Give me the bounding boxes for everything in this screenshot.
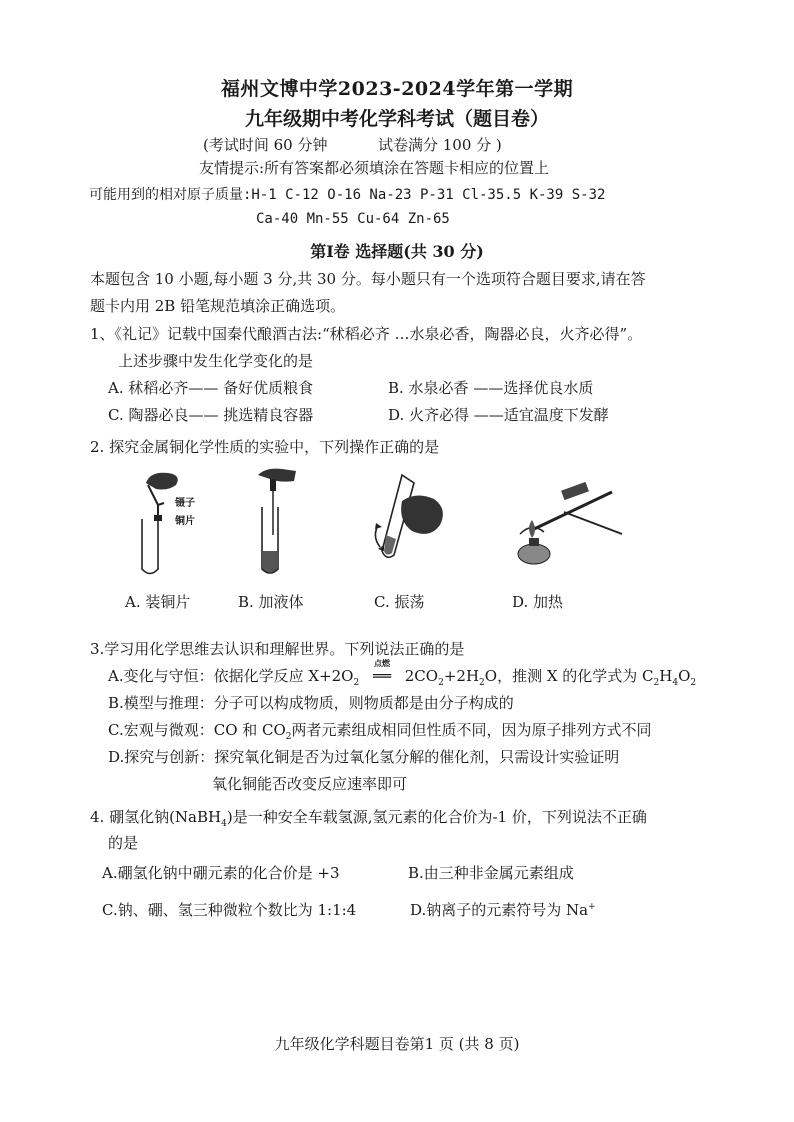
figure-add-liquid — [252, 465, 302, 580]
q1-option-b: B. 水泉必香 ——选择优良水质 — [388, 379, 594, 397]
q3-option-d-line2: 氧化铜能否改变反应速率即可 — [212, 775, 408, 793]
q4-option-a: A.硼氢化钠中硼元素的化合价是 +3 — [102, 864, 340, 882]
exam-subject-title: 九年级期中考化学科考试（题目卷） — [244, 108, 549, 130]
q2-stem: 2. 探究金属铜化学性质的实验中，下列操作正确的是 — [90, 438, 440, 456]
q4-option-b: B.由三种非金属元素组成 — [408, 864, 574, 882]
reaction-arrow: 点燃 ══ — [372, 658, 392, 685]
page-footer: 九年级化学科题目卷第1 页 (共 8 页) — [274, 1035, 520, 1053]
q1-option-d: D. 火齐必得 ——适宜温度下发酵 — [388, 406, 609, 424]
q1-stem-line2: 上述步骤中发生化学变化的是 — [118, 352, 314, 370]
label-copper: 铜片 — [175, 516, 195, 527]
q1-option-a: A. 秫稻必齐—— 备好优质粮食 — [108, 379, 314, 397]
exam-time: (考试时间 60 分钟 — [203, 136, 328, 154]
q4-stem: 4. 硼氢化钠(NaBH$_4$)是一种安全车载氢源,氢元素的化合价为-1 价，下列说法不正确 — [90, 808, 647, 829]
section-title: 第Ⅰ卷 选择题(共 30 分) — [310, 242, 484, 261]
q3-option-c: C.宏观与微观：CO 和 $CO_2$两者元素组成相同但性质不同，因为原子排列方式不同 — [108, 721, 652, 742]
label-tweezers: 镊子 — [175, 498, 195, 509]
section-intro-line1: 本题包含 10 小题,每小题 3 分,共 30 分。每小题只有一个选项符合题目要求,请在答 — [90, 270, 646, 288]
q3-option-d: D.探究与创新：探究氧化铜是否为过氧化氢分解的催化剂，只需设计实验证明 — [108, 748, 620, 766]
q4-option-d: D.钠离子的元素符号为 Na+ — [410, 901, 596, 919]
friendly-tip: 友情提示:所有答案都必须填涂在答题卡相应的位置上 — [199, 159, 550, 177]
exam-school-title: 福州文博中学2023-2024学年第一学期 — [220, 78, 574, 100]
q1-stem: 1、《礼记》记载中国秦代酿酒古法:“秫稻必齐 …水泉必香，陶器必良，火齐必得”。 — [90, 325, 643, 343]
q2-option-a: A. 装铜片 — [125, 593, 191, 611]
q1-option-c: C. 陶器必良—— 挑选精良容器 — [108, 406, 314, 424]
q4-stem-line2: 的是 — [108, 834, 139, 852]
q3-stem: 3.学习用化学思维去认识和理解世界。下列说法正确的是 — [90, 640, 465, 658]
q3-option-b: B.模型与推理：分子可以构成物质，则物质都是由分子构成的 — [108, 694, 514, 712]
figure-heat — [512, 472, 632, 572]
q2-option-b: B. 加液体 — [238, 593, 304, 611]
atomic-mass-line2: Ca-40 Mn-55 Cu-64 Zn-65 — [256, 211, 450, 227]
exam-score: 试卷满分 100 分 ) — [378, 136, 502, 154]
q4-option-c: C.钠、硼、氢三种微粒个数比为 1:1:4 — [102, 901, 357, 919]
figure-shake — [372, 465, 452, 575]
q2-option-d: D. 加热 — [512, 593, 564, 611]
atomic-mass-line1: 可能用到的相对原子质量:H-1 C-12 O-16 Na-23 P-31 Cl-35.5 K-39 S-32 — [89, 187, 606, 203]
q2-option-c: C. 振荡 — [374, 593, 425, 611]
section-intro-line2: 题卡内用 2B 铅笔规范填涂正确选项。 — [90, 297, 346, 315]
q3-option-a: A.变化与守恒：依据化学反应 $X+2O_2$ 点燃 ══ $2CO_2+2H_2O$，推测 X 的化学式为 $C_2H_4O_2$ — [108, 658, 697, 688]
